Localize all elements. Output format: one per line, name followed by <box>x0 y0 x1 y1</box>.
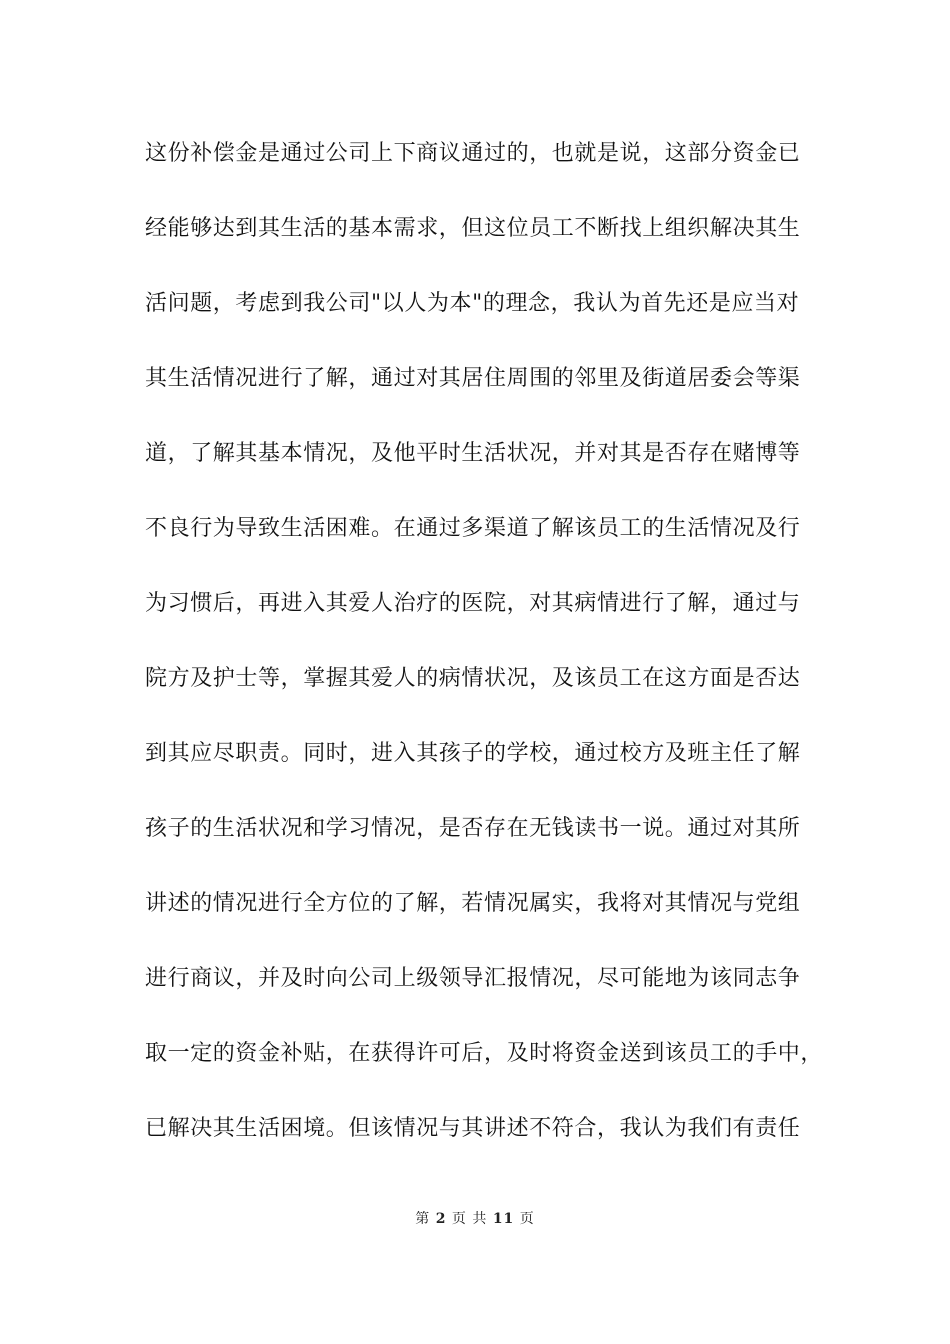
text-line: 到其应尽职责。同时，进入其孩子的学校，通过校方及班主任了解 <box>145 741 801 766</box>
text-line: 孩子的生活状况和学习情况，是否存在无钱读书一说。通过对其所 <box>145 816 801 841</box>
text-line: 道，了解其基本情况，及他平时生活状况，并对其是否存在赌博等 <box>145 441 801 466</box>
text-line: 取一定的资金补贴，在获得许可后，及时将资金送到该员工的手中， <box>145 1041 824 1066</box>
text-line: 已解决其生活困境。但该情况与其讲述不符合，我认为我们有责任 <box>145 1116 801 1141</box>
text-line: 经能够达到其生活的基本需求，但这位员工不断找上组织解决其生 <box>145 216 801 241</box>
footer-prefix: 第 <box>415 1211 431 1227</box>
page-footer <box>0 1208 950 1228</box>
total-pages-number: 11 <box>492 1211 515 1227</box>
text-line: 进行商议，并及时向公司上级领导汇报情况，尽可能地为该同志争 <box>145 966 801 991</box>
footer-suffix: 页 <box>519 1211 535 1227</box>
text-line: 讲述的情况进行全方位的了解，若情况属实，我将对其情况与党组 <box>145 891 801 916</box>
footer-middle: 页 共 <box>451 1211 488 1227</box>
body-text <box>145 134 825 1184</box>
text-line: 活问题，考虑到我公司"以人为本"的理念，我认为首先还是应当对 <box>145 291 800 316</box>
text-line: 这份补偿金是通过公司上下商议通过的，也就是说，这部分资金已 <box>145 141 801 166</box>
current-page-number: 2 <box>435 1211 447 1227</box>
text-line: 院方及护士等，掌握其爱人的病情状况，及该员工在这方面是否达 <box>145 666 801 691</box>
text-line: 其生活情况进行了解，通过对其居住周围的邻里及街道居委会等渠 <box>145 366 801 391</box>
text-line: 为习惯后，再进入其爱人治疗的医院，对其病情进行了解，通过与 <box>145 591 801 616</box>
text-line: 不良行为导致生活困难。在通过多渠道了解该员工的生活情况及行 <box>145 516 801 541</box>
